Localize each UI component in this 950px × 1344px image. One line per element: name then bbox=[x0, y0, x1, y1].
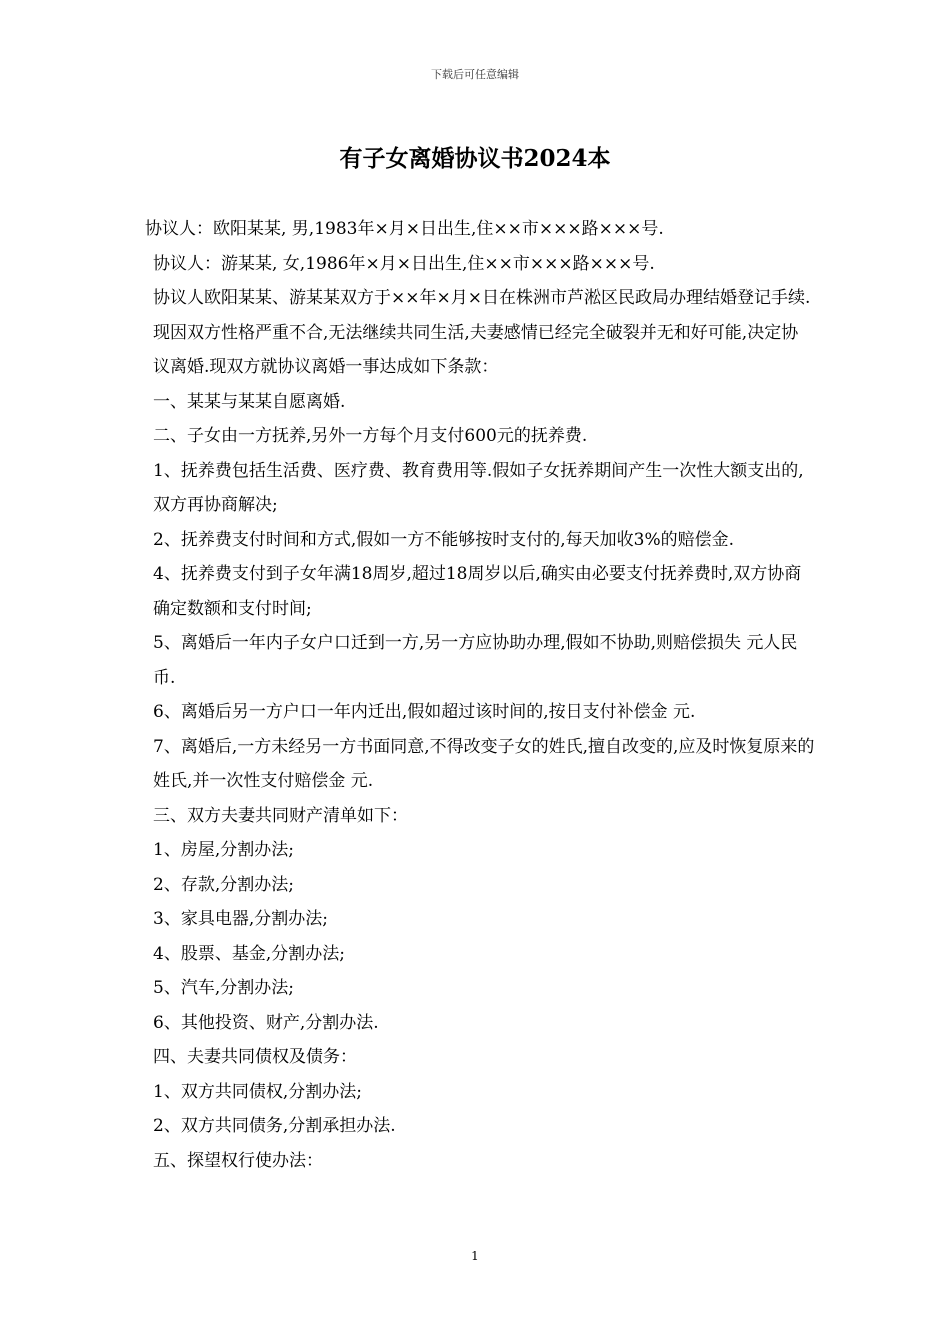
paragraph: 三、双方夫妻共同财产清单如下： bbox=[153, 805, 408, 826]
paragraph: 2、双方共同债务,分割承担办法. bbox=[153, 1116, 396, 1136]
paragraph: 4、股票、基金,分割办法; bbox=[153, 943, 345, 964]
header-note: 下载后可任意编辑 bbox=[431, 68, 519, 81]
paragraph: 4、抚养费支付到子女年满18周岁,超过18周岁以后,确实由必要支付抚养费时,双方协商确定数额和支付时间; bbox=[153, 564, 802, 619]
paragraph: 5、汽车,分割办法; bbox=[153, 978, 294, 998]
paragraph: 1、房屋,分割办法; bbox=[153, 840, 294, 860]
paragraph: 四、夫妻共同债权及债务： bbox=[153, 1047, 357, 1067]
paragraph: 1、抚养费包括生活费、医疗费、教育费用等.假如子女抚养期间产生一次性大额支出的,双方再协商解决; bbox=[153, 460, 804, 515]
paragraph: 一、某某与某某自愿离婚. bbox=[153, 391, 346, 412]
paragraph: 二、子女由一方抚养,另外一方每个月支付600元的抚养费. bbox=[153, 426, 588, 446]
paragraph: 协议人欧阳某某、游某某双方于××年×月×日在株洲市芦淞区民政局办理结婚登记手续.现因双方性格严重不合,无法继续共同生活,夫妻感情已经完全破裂并无和好可能,决定协议离婚.现双方就协议离婚一事达成如下条款： bbox=[153, 288, 811, 377]
paragraph: 协议人：游某某, 女,1986年×月×日出生,住××市×××路×××号. bbox=[153, 253, 655, 274]
document-title: 有子女离婚协议书2024本 bbox=[339, 145, 611, 172]
paragraph: 7、离婚后,一方未经另一方书面同意,不得改变子女的姓氏,擅自改变的,应及时恢复原来的姓氏,并一次性支付赔偿金 元. bbox=[153, 736, 815, 791]
paragraph: 协议人：欧阳某某, 男,1983年×月×日出生,住××市×××路×××号. bbox=[145, 219, 664, 239]
paragraph: 6、其他投资、财产,分割办法. bbox=[153, 1012, 379, 1033]
paragraph: 1、双方共同债权,分割办法; bbox=[153, 1081, 362, 1102]
paragraph: 2、抚养费支付时间和方式,假如一方不能够按时支付的,每天加收3%的赔偿金. bbox=[153, 529, 734, 550]
paragraph: 3、家具电器,分割办法; bbox=[153, 909, 328, 929]
paragraph: 5、离婚后一年内子女户口迁到一方,另一方应协助办理,假如不协助,则赔偿损失 元人民币. bbox=[153, 633, 798, 688]
page-number: 1 bbox=[471, 1249, 479, 1263]
paragraph: 2、存款,分割办法; bbox=[153, 874, 294, 895]
paragraph: 6、离婚后另一方户口一年内迁出,假如超过该时间的,按日支付补偿金 元. bbox=[153, 702, 696, 722]
paragraph: 五、探望权行使办法： bbox=[153, 1150, 323, 1171]
document-body bbox=[145, 212, 815, 1178]
